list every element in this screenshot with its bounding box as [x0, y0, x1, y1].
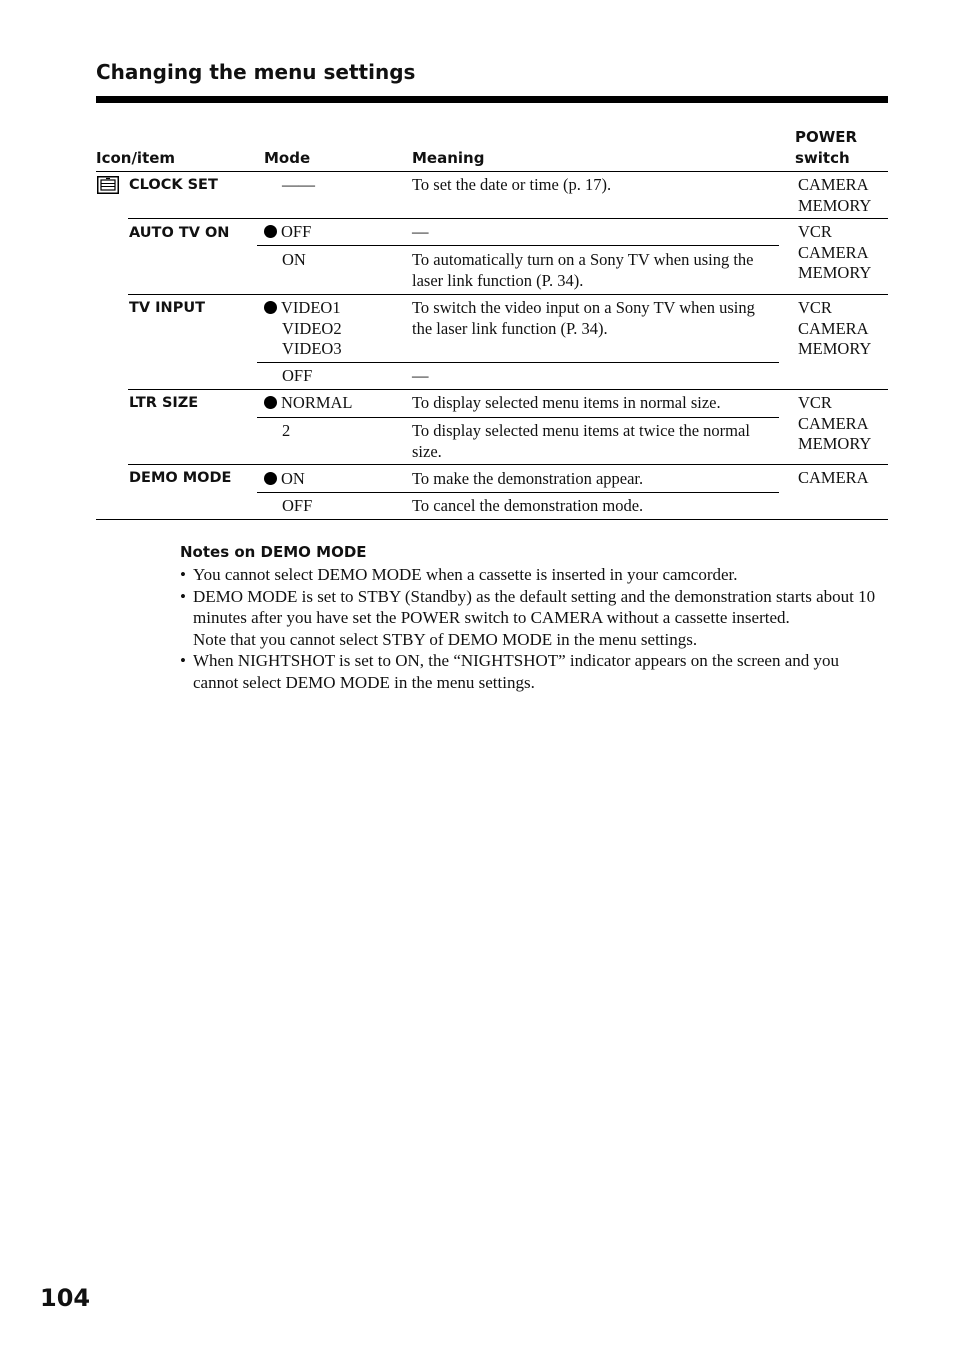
- power-modes: [798, 222, 871, 284]
- mode-label: VIDEO3: [282, 339, 342, 358]
- notes-title: Notes on DEMO MODE: [180, 543, 367, 561]
- header-power-switch: [795, 127, 857, 169]
- power-mode: MEMORY: [798, 434, 872, 453]
- power-mode: CAMERA: [798, 175, 869, 194]
- sub-rule: [257, 245, 779, 246]
- power-mode: MEMORY: [798, 195, 872, 215]
- note-text: You cannot select DEMO MODE when a cassette is inserted in your camcorder.: [193, 565, 738, 584]
- item-ltr-size: LTR SIZE: [129, 395, 199, 411]
- note-extra: Note that you cannot select STBY of DEMO MODE in the menu settings.: [193, 629, 698, 649]
- sub-rule: [257, 492, 779, 493]
- mode-value: [264, 222, 311, 243]
- table-bottom-rule: [96, 519, 888, 520]
- header-power-line1: POWER: [795, 128, 858, 146]
- row-rule: [128, 294, 888, 295]
- meaning-text: To cancel the demonstration mode.: [412, 496, 644, 515]
- meaning-text: To display selected menu items at twice the normal size.: [412, 421, 750, 461]
- mode-label: VIDEO2: [282, 318, 342, 338]
- power-modes: [798, 393, 871, 455]
- mode-value: OFF: [282, 496, 313, 515]
- title-rule: [96, 96, 888, 103]
- mode-value: ON: [282, 250, 306, 269]
- item-demo-mode: DEMO MODE: [129, 470, 232, 486]
- power-mode: CAMERA: [798, 318, 869, 338]
- meaning-text: —: [412, 366, 429, 385]
- note-item: [180, 564, 885, 586]
- default-setting-dot: [264, 301, 277, 314]
- bullet: •: [180, 565, 186, 584]
- meaning-text: To automatically turn on a Sony TV when using the laser link function (P. 34).: [412, 250, 754, 290]
- header-icon-item: Icon/item: [96, 149, 176, 167]
- power-mode: VCR: [798, 393, 832, 412]
- header-meaning: Meaning: [412, 149, 485, 167]
- row-rule: [128, 464, 888, 465]
- mode-label: VIDEO1: [281, 298, 341, 317]
- section-title: Changing the menu settings: [96, 60, 416, 84]
- mode-value: [264, 393, 353, 414]
- mode-label: ON: [281, 469, 305, 488]
- meaning-text: To display selected menu items in normal size.: [412, 393, 721, 412]
- note-item: [180, 650, 885, 693]
- power-modes: [798, 468, 869, 489]
- note-text: When NIGHTSHOT is set to ON, the “NIGHTSHOT” indicator appears on the screen and you cannot select DEMO MODE in the menu settings.: [193, 651, 839, 692]
- power-mode: CAMERA: [798, 413, 869, 433]
- mode-value: [264, 469, 305, 490]
- mode-value: ——: [282, 175, 315, 194]
- default-setting-dot: [264, 225, 277, 238]
- meaning-text: To switch the video input on a Sony TV when using the laser link function (P. 34).: [412, 298, 755, 338]
- meaning-text: To make the demonstration appear.: [412, 469, 644, 488]
- mode-label: NORMAL: [281, 393, 353, 412]
- default-setting-dot: [264, 472, 277, 485]
- sub-rule: [257, 417, 779, 418]
- note-text: DEMO MODE is set to STBY (Standby) as the default setting and the demonstration starts about 10 minutes after you have set the POWER switch to CAMERA without a cassette inserted.: [193, 586, 876, 628]
- notes-list: [180, 564, 885, 694]
- mode-value: [264, 298, 342, 360]
- bullet: •: [180, 586, 186, 606]
- meaning-text: —: [412, 222, 429, 241]
- power-mode: MEMORY: [798, 339, 872, 358]
- header-rule: [96, 171, 888, 172]
- default-setting-dot: [264, 396, 277, 409]
- power-modes: [798, 175, 871, 216]
- mode-value: 2: [282, 421, 291, 440]
- power-mode: MEMORY: [798, 263, 872, 282]
- power-mode: CAMERA: [798, 242, 869, 262]
- mode-label: OFF: [281, 222, 312, 241]
- row-rule: [128, 218, 888, 219]
- meaning-text: To set the date or time (p. 17).: [412, 175, 612, 194]
- row-rule: [128, 389, 888, 390]
- power-modes: [798, 298, 871, 360]
- power-mode: VCR: [798, 222, 832, 241]
- item-clock-set: CLOCK SET: [129, 177, 218, 193]
- item-auto-tv-on: AUTO TV ON: [129, 225, 230, 241]
- page-number: 104: [40, 1284, 91, 1312]
- header-power-line2: switch: [795, 149, 850, 167]
- item-tv-input: TV INPUT: [129, 300, 205, 316]
- note-item: [180, 586, 885, 651]
- power-mode: CAMERA: [798, 468, 869, 487]
- clock-set-icon: [97, 176, 119, 194]
- header-mode: Mode: [264, 149, 311, 167]
- mode-value: OFF: [282, 366, 313, 385]
- sub-rule: [257, 362, 779, 363]
- bullet: •: [180, 651, 186, 671]
- power-mode: VCR: [798, 298, 832, 317]
